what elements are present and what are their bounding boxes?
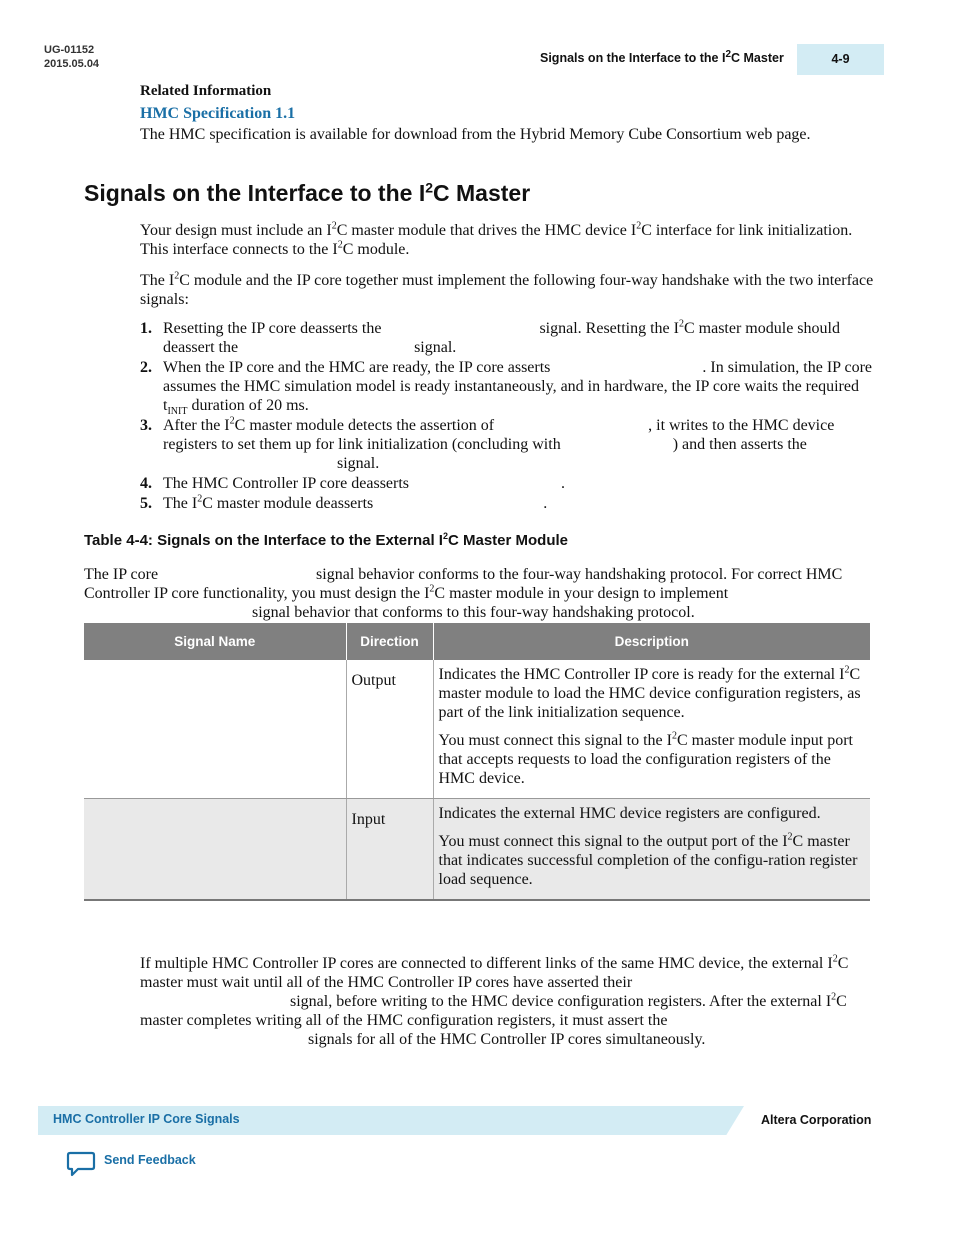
description-para: Indicates the external HMC device registers are configured.	[438, 805, 821, 822]
sup: 2	[787, 831, 793, 843]
list-item	[140, 416, 880, 473]
text-run: C module and the IP core together must implement the following four-way handshake with the two interface signals:	[140, 272, 874, 308]
text-run: signal.	[414, 339, 457, 356]
text-run: . In simulation, the IP core assumes the HMC simulation model is ready instantaneously, and in hardware, the IP core waits the required t	[163, 359, 872, 414]
col-header-signal-name: Signal Name	[84, 623, 346, 660]
handshake-steps	[140, 319, 880, 514]
text-run: signals for all of the HMC Controller IP cores simultaneously.	[308, 1031, 706, 1048]
text-run: , it writes to the HMC device registers to set them up for link initialization (concluding with	[163, 417, 835, 453]
signals-table	[84, 623, 870, 901]
col-header-description: Description	[433, 623, 870, 660]
text-run: The HMC Controller IP core deasserts	[163, 475, 410, 492]
description-para	[439, 731, 866, 788]
signal-name-cell	[84, 660, 346, 799]
sup: 2	[337, 239, 343, 251]
intro-paragraph	[140, 221, 860, 259]
text-run: signal. Resetting the I	[539, 320, 679, 337]
heading-sup: 2	[425, 179, 434, 196]
list-item	[140, 358, 880, 418]
text-run: signal behavior conforms to the four-way handshaking protocol. For correct HMC Controller IP core functionality, you must design the I	[84, 566, 843, 602]
text-run: signal, before writing to the HMC device configuration registers. After the external I	[290, 993, 832, 1010]
text-run: signal behavior that conforms to this four-way handshaking protocol.	[252, 604, 695, 621]
step-number: 2.	[140, 359, 152, 376]
description-para	[439, 665, 866, 722]
step-number: 3.	[140, 417, 152, 434]
sup: 2	[331, 220, 337, 232]
heading-part: C Master	[433, 180, 531, 206]
sup: 2	[229, 415, 235, 427]
list-item	[140, 319, 880, 357]
table-row	[84, 660, 870, 799]
page-number: 4-9	[797, 44, 884, 75]
direction-cell: Input	[346, 799, 433, 901]
handshake-paragraph	[140, 271, 880, 309]
text-run: C module.	[342, 241, 410, 258]
footer-chapter-link[interactable]: HMC Controller IP Core Signals	[53, 1112, 240, 1126]
signal-name-cell	[84, 799, 346, 901]
feedback-icon[interactable]	[66, 1151, 96, 1177]
sup: 2	[844, 664, 850, 676]
table-header-row	[84, 623, 870, 660]
text-run: C master module deasserts	[202, 495, 374, 512]
text-run: C master that indicates successful completion of the configu-ration register load sequence.	[438, 833, 858, 888]
related-info-label: Related Information	[140, 83, 272, 99]
description-para	[439, 832, 866, 889]
header-title-part: Signals on the Interface to the I	[540, 51, 726, 65]
caption-part: C Master Module	[447, 532, 568, 549]
text-run: .	[561, 475, 566, 492]
table-caption	[84, 532, 568, 549]
text-run: Resetting the IP core deasserts the	[163, 320, 382, 337]
sup: 2	[671, 730, 677, 742]
list-item	[140, 494, 880, 513]
col-header-direction: Direction	[346, 623, 433, 660]
text-run: signal.	[337, 455, 380, 472]
text-run: Indicates the HMC Controller IP core is ready for the external I	[438, 666, 845, 683]
document-id	[44, 43, 99, 71]
text-run: C master module input port that accepts requests to load the configuration registers of the HMC device.	[438, 732, 853, 787]
sup: 2	[636, 220, 642, 232]
text-run: C master must wait until all of the HMC Controller IP cores have asserted their	[140, 955, 849, 991]
table-row	[84, 799, 870, 901]
running-header-title	[540, 48, 784, 65]
text-run: C master module should deassert the	[163, 320, 840, 356]
text-run: C interface for link initialization. This interface connects to the I	[140, 222, 853, 258]
text-run: The I	[140, 272, 175, 289]
header-title-sup: 2	[725, 48, 732, 60]
caption-sup: 2	[442, 531, 448, 541]
text-run: .	[543, 495, 548, 512]
heading-part: Signals on the Interface to the I	[84, 180, 426, 206]
text-run: C master module in your design to implement	[434, 585, 729, 602]
text-run: Your design must include an I	[140, 222, 332, 239]
direction-cell: Output	[346, 660, 433, 799]
text-run: C master module that drives the HMC device I	[336, 222, 637, 239]
sup: 2	[832, 953, 838, 965]
text-run: When the IP core and the HMC are ready, the IP core asserts	[163, 359, 551, 376]
table-intro	[84, 565, 874, 622]
sup: 2	[831, 991, 837, 1003]
sup: 2	[678, 318, 684, 330]
description-cell	[433, 799, 870, 901]
text-run: ) and then asserts the	[672, 436, 807, 453]
text-run: C master module detects the assertion of	[234, 417, 495, 434]
sup: 2	[429, 583, 435, 595]
text-run: The I	[163, 495, 198, 512]
multi-core-paragraph	[140, 954, 870, 1049]
text-run: You must connect this signal to the output port of the I	[438, 833, 788, 850]
text-run: duration of 20 ms.	[187, 397, 309, 414]
sup: 2	[197, 493, 203, 505]
step-number: 5.	[140, 495, 152, 512]
hmc-spec-link[interactable]: HMC Specification 1.1	[140, 105, 296, 122]
text-run: You must connect this signal to the I	[438, 732, 672, 749]
text-run: C master module to load the HMC device configuration registers, as part of the link initialization sequence.	[438, 666, 861, 721]
related-info-description: The HMC specification is available for download from the Hybrid Memory Cube Consortium web page.	[140, 126, 811, 143]
text-run: The IP core	[84, 566, 159, 583]
doc-date-text: 2015.05.04	[44, 58, 100, 70]
text-run: After the I	[163, 417, 230, 434]
text-run: If multiple HMC Controller IP cores are connected to different links of the same HMC device, the external I	[140, 955, 833, 972]
doc-id-text: UG-01152	[44, 44, 95, 56]
step-number: 1.	[140, 320, 152, 337]
sub: INIT	[167, 406, 188, 418]
text-run: C master completes writing all of the HMC configuration registers, it must assert the	[140, 993, 847, 1029]
header-title-part: C Master	[731, 51, 784, 65]
description-cell	[433, 660, 870, 799]
step-number: 4.	[140, 475, 152, 492]
sup: 2	[174, 270, 180, 282]
footer-company: Altera Corporation	[761, 1113, 872, 1127]
caption-part: Table 4-4: Signals on the Interface to the External I	[84, 532, 443, 549]
section-heading	[84, 180, 530, 207]
send-feedback-link[interactable]: Send Feedback	[104, 1153, 196, 1167]
list-item	[140, 474, 880, 493]
